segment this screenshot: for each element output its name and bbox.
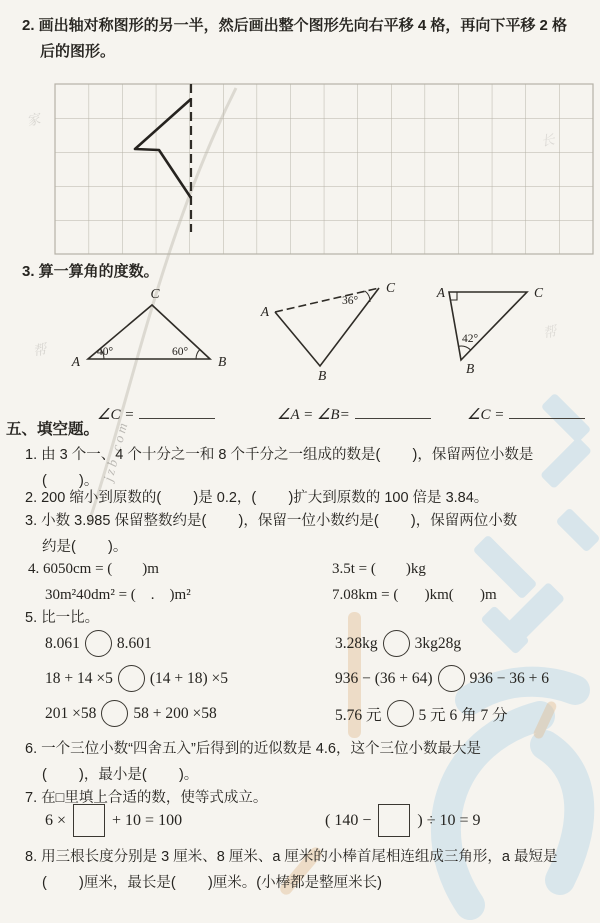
compare-left: 3.28kg xyxy=(335,634,378,652)
answer-blank xyxy=(355,414,431,419)
triangle-2 xyxy=(255,278,410,383)
fill-in-box xyxy=(73,804,105,837)
angle-value-c: 36° xyxy=(342,295,359,307)
compare-left: 8.061 xyxy=(45,634,80,652)
triangle-1 xyxy=(60,283,255,383)
q2-text-line1: 2. 画出轴对称图形的另一半，然后画出整个图形先向右平移 4 格，再向下平移 2 格 xyxy=(22,17,568,34)
s5-q7-title: 7. 在□里填上合适的数，使等式成立。 xyxy=(25,790,268,806)
watermark-char: 帮 xyxy=(31,341,48,359)
comparison-circle xyxy=(438,665,465,692)
right-angle-mark xyxy=(450,292,457,300)
equation-suffix: + 10 = 100 xyxy=(112,811,183,829)
equation-right xyxy=(325,804,481,837)
comparison-circle xyxy=(101,700,128,727)
translation-grid xyxy=(55,84,593,254)
comparison-pair xyxy=(45,700,217,727)
comparison-circle xyxy=(383,630,410,657)
answer-blank xyxy=(509,414,585,419)
answer-label: ∠C = xyxy=(467,407,505,423)
compare-right: 936 − 36 + 6 xyxy=(469,669,550,687)
compare-left: 18 + 14 ×5 xyxy=(45,669,113,687)
s5-q4-left1: 4. 6050cm = ( )m xyxy=(28,561,159,577)
vertex-label-b: B xyxy=(466,361,475,376)
answer-blank xyxy=(139,414,215,419)
s5-q4-right2: 7.08km = ( )km( )m xyxy=(332,587,497,603)
angle-arc-b xyxy=(459,346,471,350)
s5-q1-line2: ( )。 xyxy=(42,473,99,489)
s5-q2-line1: 2. 200 缩小到原数的( )是 0.2，( )扩大到原数的 100 倍是 3.84。 xyxy=(25,490,489,506)
vertex-label-a: A xyxy=(436,285,445,300)
s5-q3-line2: 约是( )。 xyxy=(42,539,128,555)
comparison-pair xyxy=(335,630,461,657)
vertex-label-b: B xyxy=(318,368,327,383)
s5-q5-title: 5. 比一比。 xyxy=(25,610,100,626)
angle-value-b: 42° xyxy=(462,333,479,345)
s5-q4-right1: 3.5t = ( )kg xyxy=(332,561,426,577)
comparison-circle xyxy=(118,665,145,692)
comparison-pair xyxy=(45,630,152,657)
compare-right: (14 + 18) ×5 xyxy=(149,669,229,687)
triangle-3 xyxy=(433,280,563,385)
equation-suffix: ) ÷ 10 = 9 xyxy=(417,811,481,829)
vertex-label-a: A xyxy=(260,304,269,319)
compare-right: 5 元 6 角 7 分 xyxy=(418,706,508,724)
triangle-3-shape xyxy=(449,292,527,360)
comparison-pair xyxy=(45,665,228,692)
watermark-site-text: jzb.com xyxy=(100,418,132,483)
comparison-circle xyxy=(387,700,414,727)
equation-prefix: ( 140 − xyxy=(325,811,372,829)
section5-title: 五、填空题。 xyxy=(6,421,100,438)
compare-right: 8.601 xyxy=(116,634,152,652)
vertex-label-c: C xyxy=(534,285,544,300)
grid-area xyxy=(55,84,593,254)
q2-text-line2: 后的图形。 xyxy=(40,43,116,60)
compare-right: 3kg28g xyxy=(414,634,462,652)
fill-in-box xyxy=(378,804,410,837)
angle-value-a: 40° xyxy=(97,346,114,358)
comparison-circle xyxy=(85,630,112,657)
watermark-char: 帮 xyxy=(541,323,558,341)
compare-left: 936 − (36 + 64) xyxy=(335,669,433,687)
angle-value-b: 60° xyxy=(172,346,189,358)
answer-line-1 xyxy=(82,388,215,441)
comparison-pair xyxy=(335,700,508,727)
answer-line-3 xyxy=(452,388,585,441)
vertex-label-b: B xyxy=(218,354,227,369)
vertex-label-c: C xyxy=(150,286,160,301)
q3-title: 3. 算一算角的度数。 xyxy=(22,263,159,280)
s5-q8-line1: 8. 用三根长度分别是 3 厘米、8 厘米、a 厘米的小棒首尾相连组成三角形，a 最短是 xyxy=(25,849,558,865)
answer-label: ∠C = xyxy=(97,407,135,423)
s5-q6-line1: 6. 一个三位小数“四舍五入”后得到的近似数是 4.6，这个三位小数最大是 xyxy=(25,741,481,757)
vertex-label-a: A xyxy=(71,354,80,369)
comparison-pair xyxy=(335,665,549,692)
answer-line-2 xyxy=(262,388,431,441)
watermark-char: 家 xyxy=(25,111,42,129)
equation-prefix: 6 × xyxy=(45,811,67,829)
equation-left xyxy=(45,804,182,837)
answer-label: ∠A = ∠B= xyxy=(277,407,350,423)
compare-left: 5.76 元 xyxy=(335,706,382,724)
compare-right: 58 + 200 ×58 xyxy=(133,704,217,722)
s5-q1-line1: 1. 由 3 个一、4 个十分之一和 8 个千分之一组成的数是( )，保留两位小数是 xyxy=(25,447,534,463)
s5-q6-line2: ( )，最小是( )。 xyxy=(42,767,199,783)
s5-q4-left2: 30m²40dm² = ( . )m² xyxy=(45,587,191,603)
s5-q8-line2: ( )厘米，最长是( )厘米。(小棒都是整厘米长) xyxy=(42,875,382,891)
vertex-label-c: C xyxy=(386,280,396,295)
angle-arc-b xyxy=(196,350,200,360)
compare-left: 201 ×58 xyxy=(45,704,97,722)
s5-q3-line1: 3. 小数 3.985 保留整数约是( )，保留一位小数约是( )，保留两位小数 xyxy=(25,513,518,529)
